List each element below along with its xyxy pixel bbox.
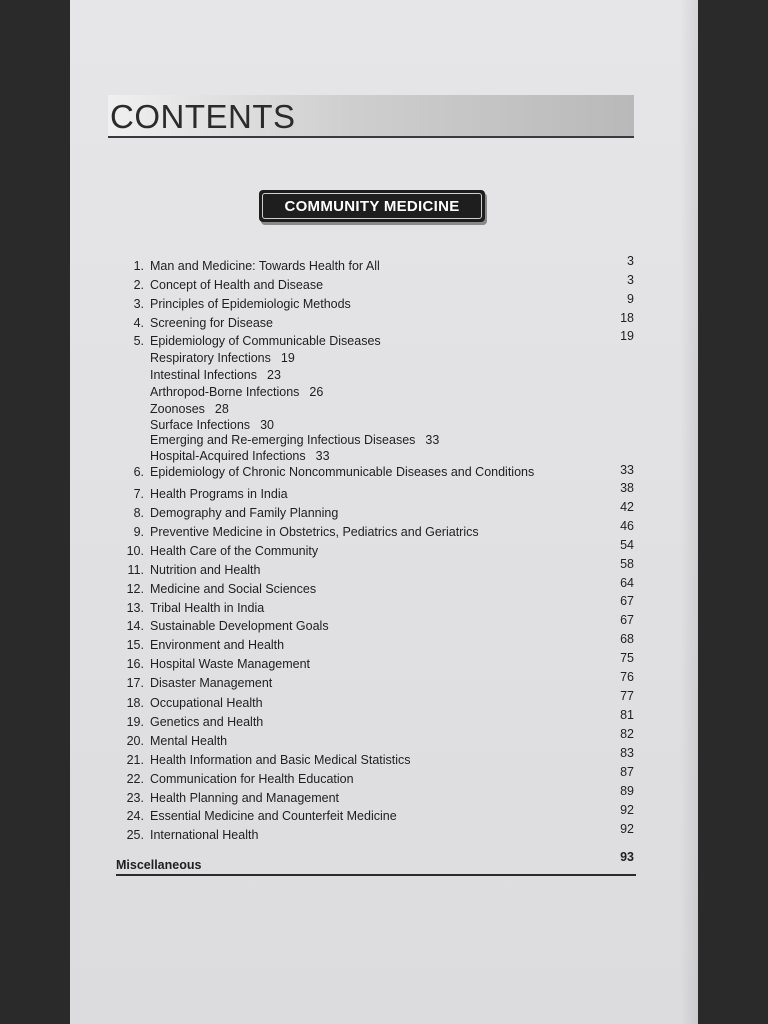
- toc-item-number: 22.: [126, 772, 144, 786]
- toc-item-page: 54: [620, 538, 634, 552]
- toc-item-title: Epidemiology of Chronic Noncommunicable Diseases and Conditions: [150, 465, 535, 479]
- toc-item-title: Concept of Health and Disease: [150, 278, 324, 292]
- section-title: COMMUNITY MEDICINE: [284, 197, 460, 215]
- toc-item-page: 83: [620, 746, 634, 760]
- toc-item[interactable]: [116, 734, 227, 748]
- toc-item[interactable]: [116, 297, 351, 311]
- toc-item-number: 11.: [127, 563, 144, 577]
- toc-item-page: 3: [627, 273, 634, 287]
- toc-item-title: Health Planning and Management: [150, 791, 340, 805]
- toc-item-number: 13.: [126, 601, 144, 615]
- book-page: [70, 0, 698, 1024]
- toc-item[interactable]: [116, 657, 310, 671]
- toc-subitem[interactable]: [150, 433, 439, 447]
- toc-item-title: Occupational Health: [150, 696, 263, 710]
- toc-item[interactable]: [116, 487, 288, 501]
- toc-item-number: 18.: [126, 696, 144, 710]
- toc-item-number: 2.: [133, 278, 144, 292]
- toc-item-number: 7.: [133, 487, 144, 501]
- toc-item[interactable]: [116, 791, 339, 805]
- toc-item-page: 58: [620, 557, 634, 571]
- toc-item-page: 9: [627, 292, 634, 306]
- toc-subitem-page: 19: [280, 351, 295, 365]
- toc-subitem-title: Arthropod-Borne Infections: [150, 385, 300, 399]
- toc-item-title: Demography and Family Planning: [150, 506, 339, 520]
- toc-item[interactable]: [116, 563, 260, 577]
- toc-item-page: 33: [620, 463, 634, 477]
- toc-item[interactable]: [116, 715, 263, 729]
- toc-item-page: 92: [620, 822, 634, 836]
- toc-item-page: 38: [620, 481, 634, 495]
- toc-item-title: Tribal Health in India: [150, 601, 265, 615]
- toc-item-page: 75: [620, 651, 634, 665]
- toc-item-number: 12.: [126, 582, 144, 596]
- toc-item-page: 3: [627, 254, 634, 268]
- toc-subitem-title: Emerging and Re-emerging Infectious Diseases: [150, 433, 416, 447]
- toc-item-title: Health Care of the Community: [150, 544, 319, 558]
- toc-item-page: 89: [620, 784, 634, 798]
- toc-item[interactable]: [116, 828, 258, 842]
- toc-subitem[interactable]: [150, 402, 229, 416]
- toc-item-number: 4.: [133, 316, 144, 330]
- toc-item[interactable]: [116, 465, 534, 479]
- toc-subitem-title: Respiratory Infections: [150, 351, 271, 365]
- toc-subitem[interactable]: [150, 351, 295, 365]
- toc-subitem-page: 26: [309, 385, 324, 399]
- toc-item-page: 81: [620, 708, 634, 722]
- toc-subitem-page: 33: [315, 449, 330, 463]
- page-edge-shadow: [680, 0, 698, 1024]
- toc-item-page: 92: [620, 803, 634, 817]
- toc-item[interactable]: [116, 316, 273, 330]
- toc-subitem[interactable]: [150, 418, 274, 432]
- toc-item-page: 18: [620, 311, 634, 325]
- toc-subitem-title: Intestinal Infections: [150, 368, 258, 382]
- toc-item-page: 64: [620, 576, 634, 590]
- toc-item-number: 17.: [126, 676, 144, 690]
- toc-item-number: 8.: [133, 506, 144, 520]
- toc-item-title: Communication for Health Education: [150, 772, 354, 786]
- toc-item-title: Environment and Health: [150, 638, 285, 652]
- toc-subitem-page: 30: [260, 418, 274, 432]
- toc-subitem-page: 23: [267, 368, 281, 382]
- toc-item[interactable]: [116, 619, 329, 633]
- toc-item[interactable]: [116, 544, 318, 558]
- toc-item[interactable]: [116, 334, 381, 348]
- toc-subitem[interactable]: [150, 385, 323, 399]
- toc-item-number: 3.: [133, 297, 144, 311]
- toc-item-page: 42: [620, 500, 634, 514]
- toc-item-title: Principles of Epidemiologic Methods: [150, 297, 351, 311]
- toc-item-title: Epidemiology of Communicable Diseases: [150, 334, 381, 348]
- toc-item-title: Screening for Disease: [150, 316, 273, 330]
- toc-item[interactable]: [116, 582, 316, 596]
- toc-item-page: 68: [620, 632, 634, 646]
- toc-item-number: 6.: [133, 465, 144, 479]
- toc-item[interactable]: [116, 809, 397, 823]
- toc-item[interactable]: [116, 753, 411, 767]
- toc-item-title: Nutrition and Health: [150, 563, 261, 577]
- toc-subitem[interactable]: [150, 368, 281, 382]
- toc-item-number: 9.: [133, 525, 144, 539]
- toc-subitem-title: Hospital-Acquired Infections: [150, 449, 306, 463]
- toc-item-number: 1.: [133, 259, 144, 273]
- toc-item-title: Medicine and Social Sciences: [150, 582, 317, 596]
- toc-item-number: 25.: [126, 828, 144, 842]
- toc-item-title: Hospital Waste Management: [150, 657, 311, 671]
- toc-item-number: 20.: [126, 734, 144, 748]
- toc-item-page: 46: [620, 519, 634, 533]
- toc-item-title: Mental Health: [150, 734, 228, 748]
- toc-item[interactable]: [116, 676, 272, 690]
- toc-item-number: 24.: [126, 809, 144, 823]
- toc-item-page: 19: [620, 329, 634, 343]
- toc-item-number: 19.: [126, 715, 144, 729]
- toc-item-page: 76: [620, 670, 634, 684]
- toc-item[interactable]: [116, 278, 323, 292]
- toc-item-title: International Health: [150, 828, 259, 842]
- toc-item[interactable]: [116, 601, 264, 615]
- toc-subitem-page: 28: [214, 402, 229, 416]
- toc-item[interactable]: [116, 259, 380, 273]
- toc-item-title: Sustainable Development Goals: [150, 619, 329, 633]
- toc-item-title: Disaster Management: [150, 676, 273, 690]
- toc-item-title: Health Information and Basic Medical Statistics: [150, 753, 411, 767]
- toc-item-number: 14.: [126, 619, 144, 633]
- toc-item-number: 21.: [126, 753, 144, 767]
- toc-item-title: Man and Medicine: Towards Health for All: [150, 259, 380, 273]
- toc-item-title: Health Programs in India: [150, 487, 288, 501]
- toc-item-page: 87: [620, 765, 634, 779]
- misc-page: 93: [620, 850, 634, 864]
- toc-subitem-page: 33: [425, 433, 440, 447]
- toc-item-page: 67: [620, 594, 634, 608]
- toc-subitem-title: Zoonoses: [150, 402, 205, 416]
- toc-item-number: 16.: [126, 657, 144, 671]
- page-title: CONTENTS: [110, 98, 296, 135]
- toc-item-number: 15.: [126, 638, 144, 652]
- toc-item-page: 67: [620, 613, 634, 627]
- toc-item[interactable]: [116, 696, 263, 710]
- toc-item-title: Essential Medicine and Counterfeit Medicine: [150, 809, 397, 823]
- toc-item-number: 5.: [133, 334, 144, 348]
- toc-item-number: 10.: [126, 544, 144, 558]
- toc-item-title: Genetics and Health: [150, 715, 264, 729]
- toc-item[interactable]: [116, 638, 284, 652]
- toc-subitem[interactable]: [150, 449, 330, 463]
- toc-item-page: 82: [620, 727, 634, 741]
- toc-item[interactable]: [116, 772, 354, 786]
- toc-subitem-title: Surface Infections: [150, 418, 251, 432]
- bottom-rule: [116, 874, 636, 876]
- toc-item-title: Preventive Medicine in Obstetrics, Pediatrics and Geriatrics: [150, 525, 479, 539]
- toc-item[interactable]: [116, 525, 479, 539]
- toc-item[interactable]: [116, 506, 338, 520]
- misc-label[interactable]: Miscellaneous: [116, 858, 202, 872]
- toc-item-page: 77: [620, 689, 634, 703]
- toc-item-number: 23.: [126, 791, 144, 805]
